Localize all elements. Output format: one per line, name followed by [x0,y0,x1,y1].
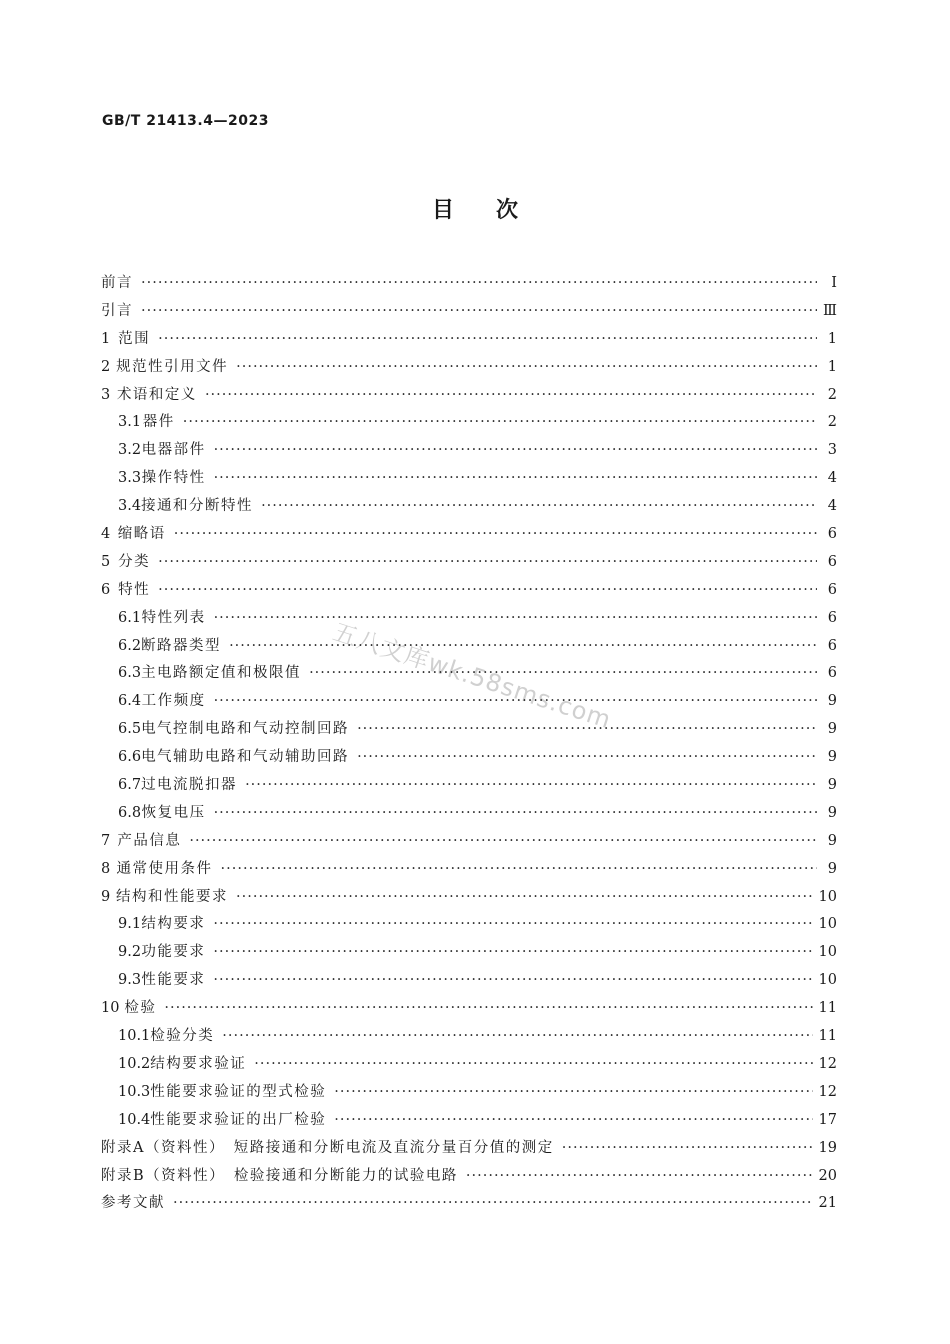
toc-entry-page: 6 [827,609,837,626]
toc-leader-dots [213,911,812,939]
toc-entry-label: 检验分类 [150,1028,215,1045]
toc-entry[interactable] [101,800,837,828]
toc-entry-page: 6 [827,526,837,543]
toc-leader-dots [236,354,817,382]
toc-entry-number: 3.4 [118,498,142,515]
toc-entry-label: 参考文献 [101,1195,165,1212]
toc-leader-dots [334,1107,812,1135]
toc-entry-page: 2 [827,386,837,403]
toc-leader-dots [141,270,817,298]
toc-entry-label: 引言 [101,302,133,319]
toc-entry-number: 6 [101,581,111,598]
toc-leader-dots [254,1051,812,1079]
toc-leader-dots [213,939,812,967]
toc-entry-page: 10 [818,916,837,933]
toc-entry-number: 2 [101,358,111,375]
toc-entry-label: 特性列表 [141,609,206,626]
toc-entry-page: 3 [827,442,837,459]
toc-entry-page: 2 [827,414,837,431]
toc-entry-page: 4 [827,470,837,487]
toc-entry-label: 工作频度 [141,693,206,710]
toc-entry-label: 分类 [118,553,151,570]
toc-leader-dots [357,716,817,744]
watermark: 五八文库wk.58sms.com [329,617,615,735]
toc-entry-page: 9 [827,832,837,849]
page-title: 目次 [431,198,560,223]
toc-leader-dots [158,326,817,354]
toc-entry[interactable] [101,437,837,465]
toc-entry-number: 10.1 [118,1028,151,1045]
toc-entry-page: 9 [827,860,837,877]
toc-entry-number: 6.4 [118,693,142,710]
toc-entry-label: 电气控制电路和气动控制回路 [141,721,350,738]
toc-leader-dots [183,409,817,437]
toc-leader-dots [466,1163,813,1191]
toc-entry[interactable] [101,633,837,661]
toc-entry-number: 6.1 [118,609,142,626]
toc-entry-label: 性能要求 [141,972,206,989]
toc-leader-dots [214,688,817,716]
toc-entry[interactable] [101,744,837,772]
toc-entry[interactable] [101,605,837,633]
toc-entry[interactable] [101,772,837,800]
toc-entry-number: 9.1 [118,916,142,933]
toc-entry-label: 操作特性 [141,470,206,487]
toc-leader-dots [214,465,817,493]
toc-entry-label: 功能要求 [141,944,206,961]
toc-entry-number: 3.1 [118,414,142,431]
toc-entry-label: 特性 [118,581,151,598]
toc-entry-page: 9 [827,804,837,821]
toc-leader-dots [221,856,817,884]
toc-entry-page: 12 [818,1055,837,1072]
toc-entry[interactable] [101,884,837,912]
toc-entry-page: 10 [818,972,837,989]
toc-entry[interactable] [101,270,837,298]
toc-leader-dots [214,605,817,633]
toc-entry-number: 9.2 [118,944,142,961]
toc-entry-label: 结构和性能要求 [116,888,229,905]
toc-entry-number: 6.7 [118,777,142,794]
toc-leader-dots [562,1135,813,1163]
toc-entry-label: 前言 [101,275,133,291]
toc-entry-page: 9 [827,721,837,738]
toc-entry-number: 6.6 [118,749,142,766]
toc-entry-label: 恢复电压 [141,804,206,821]
toc-leader-dots [309,660,817,688]
toc-entry-label: 附录A（资料性） 短路接通和分断电流及直流分量百分值的测定 [101,1139,554,1156]
toc-entry[interactable] [101,716,837,744]
toc-leader-dots [173,1190,813,1218]
toc-entry-page: 12 [818,1083,837,1100]
toc-leader-dots [158,549,817,577]
standard-code: GB/T 21413.4—2023 [102,113,269,129]
toc-entry[interactable] [101,911,837,939]
toc-entry-number: 8 [101,860,111,877]
toc-leader-dots [222,1023,812,1051]
toc-entry-number: 6.2 [118,637,142,654]
toc-entry-page: Ⅲ [823,302,837,319]
toc-leader-dots [158,577,817,605]
toc-entry-number: 9.3 [118,972,142,989]
toc-entry-label: 接通和分断特性 [141,498,254,515]
toc-entry[interactable] [101,1135,837,1163]
toc-entry-page: 11 [818,1000,837,1017]
toc-entry-page: 6 [827,665,837,682]
toc-entry[interactable] [101,1079,837,1107]
toc-entry[interactable] [101,660,837,688]
toc-entry-label: 结构要求 [141,916,206,933]
toc-entry-page: 6 [827,637,837,654]
toc-entry[interactable] [101,1051,837,1079]
toc-entry[interactable] [101,549,837,577]
toc-entry-page: 21 [818,1195,837,1212]
toc-entry-page: 17 [818,1111,837,1128]
toc-entry-page: 9 [827,777,837,794]
toc-entry-label: 主电路额定值和极限值 [141,665,302,682]
toc-entry-page: 20 [818,1167,837,1184]
toc-entry-page: 9 [827,693,837,710]
toc-leader-dots [236,884,813,912]
toc-entry-number: 5 [101,553,111,570]
toc-entry-number: 3 [101,386,111,403]
toc-entry[interactable] [101,577,837,605]
toc-entry-page: Ⅰ [831,275,837,291]
toc-entry[interactable] [101,409,837,437]
toc-entry-label: 电器部件 [141,442,206,459]
toc-leader-dots [141,298,817,326]
toc-leader-dots [357,744,817,772]
toc-entry[interactable] [101,493,837,521]
toc-entry[interactable] [101,828,837,856]
toc-leader-dots [334,1079,812,1107]
toc-entry[interactable] [101,995,837,1023]
toc-leader-dots [245,772,817,800]
toc-entry[interactable] [101,1163,837,1191]
toc-entry-label: 附录B（资料性） 检验接通和分断能力的试验电路 [101,1167,458,1184]
toc-entry-label: 缩略语 [117,526,166,543]
toc-entry[interactable] [101,1190,837,1218]
toc-entry[interactable] [101,354,837,382]
toc-entry-page: 10 [818,888,837,905]
toc-entry[interactable] [101,967,837,995]
toc-entry-label: 通常使用条件 [116,860,213,877]
toc-entry-number: 1 [101,330,111,347]
toc-entry-label: 过电流脱扣器 [141,777,238,794]
toc-entry-label: 术语和定义 [116,386,197,403]
toc-leader-dots [229,633,817,661]
toc-entry-label: 电气辅助电路和气动辅助回路 [141,749,350,766]
toc-entry-page: 11 [818,1028,837,1045]
toc-entry[interactable] [101,298,837,326]
toc-entry-number: 10 [101,1000,120,1017]
toc-entry-label: 检验 [124,1000,157,1017]
toc-entry-number: 7 [101,832,111,849]
toc-entry-page: 1 [827,330,837,347]
toc-entry-label: 规范性引用文件 [116,358,229,375]
toc-entry-page: 4 [827,498,837,515]
toc-entry-label: 器件 [142,414,175,431]
toc-entry[interactable] [101,856,837,884]
toc-entry-number: 3.2 [118,442,142,459]
toc-leader-dots [174,521,817,549]
toc-entry-page: 10 [818,944,837,961]
toc-leader-dots [189,828,817,856]
toc-entry-number: 6.5 [118,721,142,738]
toc-entry-number: 6.3 [118,665,142,682]
toc-entry[interactable] [101,1107,837,1135]
toc-entry[interactable] [101,521,837,549]
toc-entry-number: 3.3 [118,470,142,487]
toc-leader-dots [214,800,817,828]
toc-entry-number: 9 [101,888,111,905]
toc-entry-page: 1 [827,358,837,375]
toc-leader-dots [213,967,812,995]
toc-entry-label: 结构要求验证 [150,1055,247,1072]
toc-entry-page: 6 [827,581,837,598]
toc-entry[interactable] [101,939,837,967]
toc-entry-number: 4 [101,526,111,543]
toc-entry-number: 10.4 [118,1111,151,1128]
toc-leader-dots [214,437,817,465]
toc-entry-label: 断路器类型 [141,637,222,654]
toc-entry[interactable] [101,688,837,716]
toc-leader-dots [205,382,817,410]
toc-entry-label: 性能要求验证的出厂检验 [150,1111,327,1128]
toc-entry[interactable] [101,465,837,493]
toc-entry[interactable] [101,326,837,354]
toc-entry-number: 10.2 [118,1055,151,1072]
toc-entry-page: 9 [827,749,837,766]
toc-entry-number: 6.8 [118,804,142,821]
toc-entry[interactable] [101,382,837,410]
toc-entry-label: 产品信息 [117,832,182,849]
toc-entry-label: 范围 [118,330,151,347]
toc-leader-dots [261,493,817,521]
toc-entry-number: 10.3 [118,1083,151,1100]
toc-entry-page: 6 [827,553,837,570]
table-of-contents [101,270,837,1218]
toc-leader-dots [164,995,812,1023]
toc-entry-label: 性能要求验证的型式检验 [150,1083,327,1100]
toc-entry-page: 19 [818,1139,837,1156]
toc-entry[interactable] [101,1023,837,1051]
